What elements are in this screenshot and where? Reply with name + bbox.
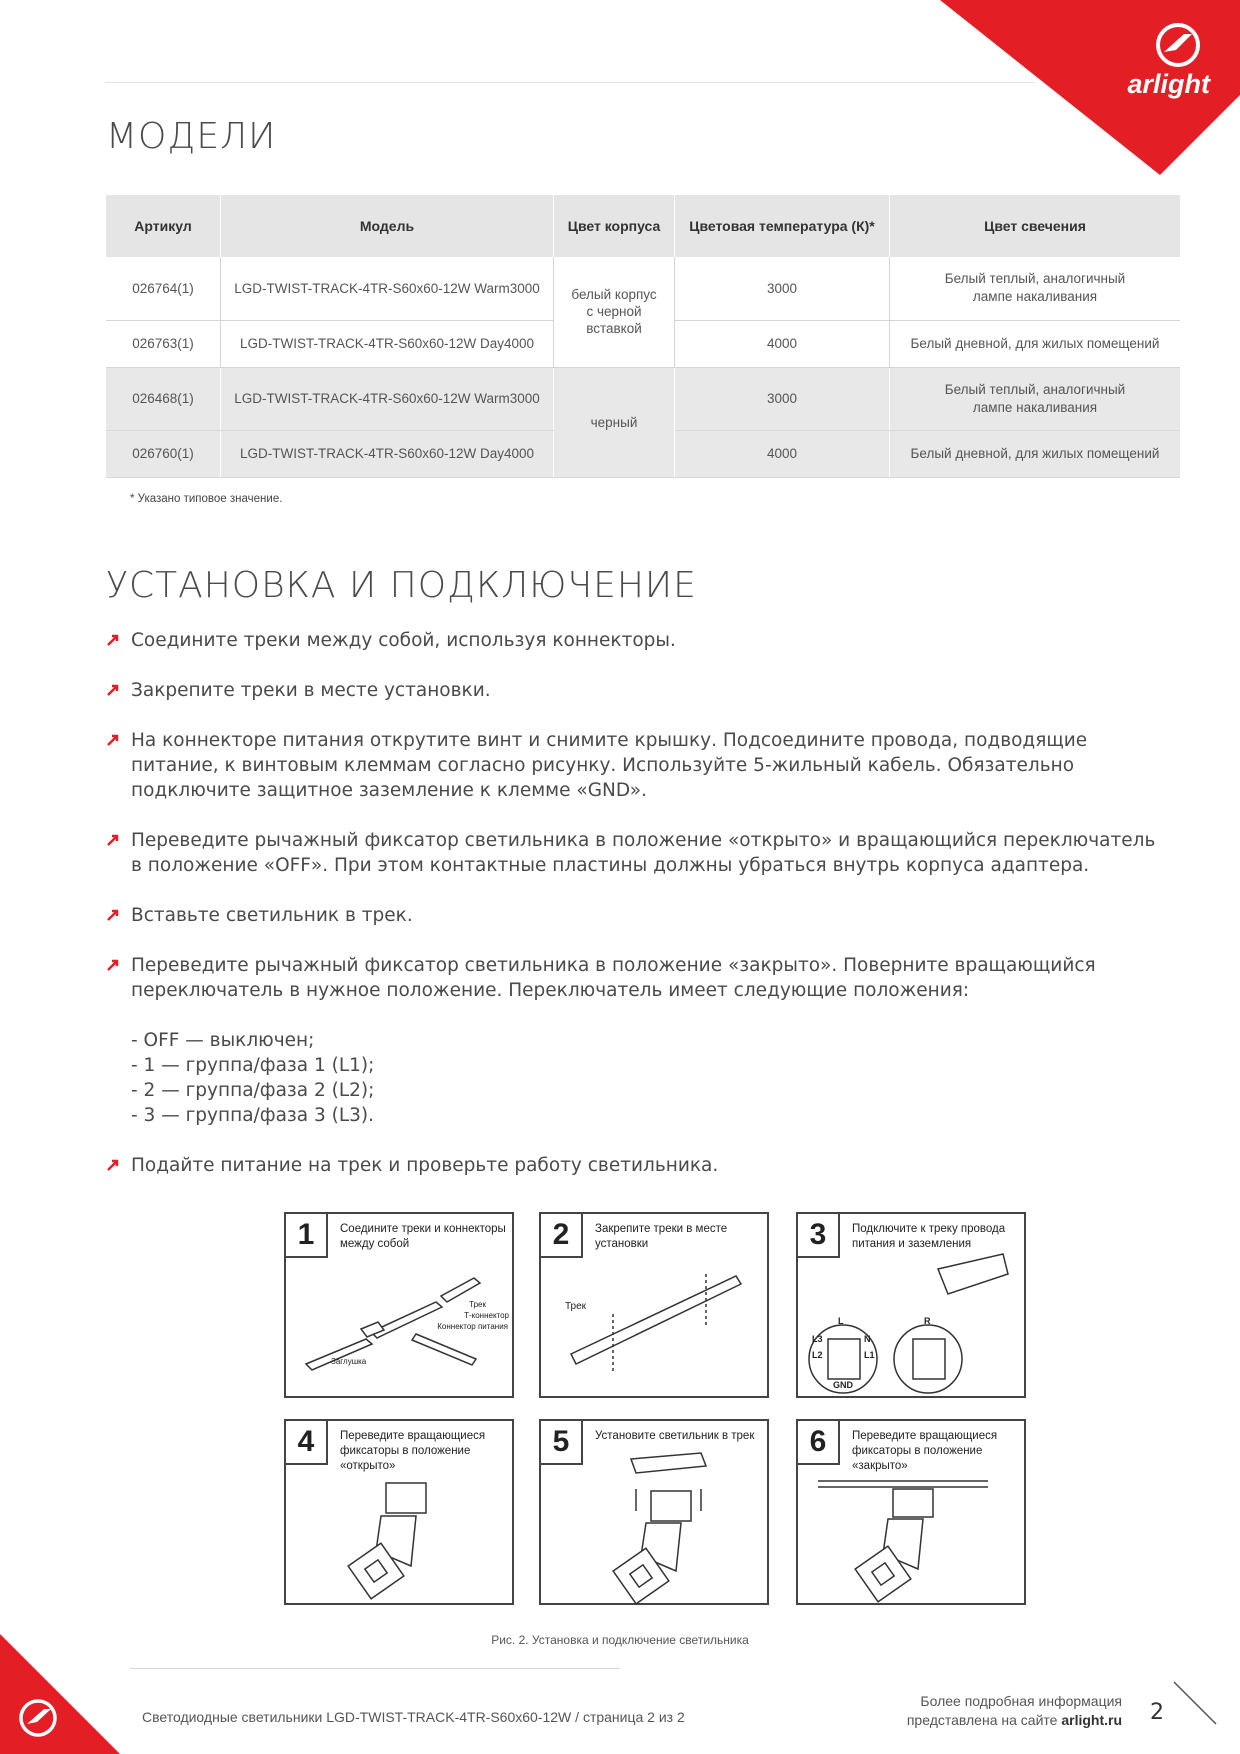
step-item xyxy=(106,628,1166,653)
step-text: На коннекторе питания открутите винт и снимите крышку. Подсоедините провода, подводящие питание, к винтовым клеммам согласно рисунку. Используйте 5-жильный кабель. Обязательно подключите защитное заземление к клемме «GND». xyxy=(131,730,1088,801)
top-rule xyxy=(105,82,1035,83)
label-track: Трек xyxy=(565,1301,587,1312)
step-item xyxy=(106,828,1166,878)
arrow-bullet-icon xyxy=(106,1158,120,1172)
panel-caption: Переведите вращающиеся фиксаторы в положение «закрыто» xyxy=(852,1430,998,1472)
label-n: N xyxy=(864,1334,871,1344)
step-item xyxy=(106,903,1166,928)
step-number: 2 xyxy=(541,1214,583,1258)
page-number: 2 xyxy=(1150,1700,1164,1725)
step-text: Закрепите треки в месте установки. xyxy=(131,680,491,701)
label-power-connector: Коннектор питания xyxy=(437,1322,508,1331)
step-text: Вставьте светильник в трек. xyxy=(131,905,413,926)
position-item: - 2 — группа/фаза 2 (L2); xyxy=(131,1080,375,1101)
brand-logo: arlight xyxy=(1127,69,1210,99)
footer-rule xyxy=(130,1668,620,1669)
models-title: МОДЕЛИ xyxy=(106,116,277,157)
footer-site-link[interactable]: arlight.ru xyxy=(1061,1712,1122,1728)
figure-panel-2 xyxy=(539,1212,769,1398)
cell-article: 026763(1) xyxy=(106,320,221,367)
panel-caption: Установите светильник в трек xyxy=(595,1430,755,1442)
col-body-color: Цвет корпуса xyxy=(554,195,675,257)
figure-panel-3 xyxy=(796,1212,1026,1398)
table-row xyxy=(106,367,1180,430)
footer-doc-title: Светодиодные светильники LGD-TWIST-TRACK-4TR-S60x60-12W / страница 2 из 2 xyxy=(142,1709,685,1725)
step-number: 6 xyxy=(798,1421,840,1465)
cell-body-color: белый корпус с черной вставкой xyxy=(554,257,675,367)
table-row xyxy=(106,257,1180,320)
cell-temp: 4000 xyxy=(675,430,890,477)
footer-more-info-line2 xyxy=(907,1711,1122,1730)
figure-caption: Рис. 2. Установка и подключение светильника xyxy=(491,1633,749,1647)
label-gnd: GND xyxy=(833,1380,853,1390)
step-item xyxy=(106,678,1166,703)
brand-corner-bottom xyxy=(0,1614,120,1754)
models-table xyxy=(106,195,1180,478)
page-slash-decoration xyxy=(1172,1680,1218,1726)
install-steps xyxy=(106,628,1166,1178)
arrow-bullet-icon xyxy=(106,908,120,922)
arrow-bullet-icon xyxy=(106,683,120,697)
label-l1: L1 xyxy=(864,1350,875,1360)
cell-article: 026760(1) xyxy=(106,430,221,477)
col-glow-color: Цвет свечения xyxy=(890,195,1181,257)
cell-temp: 3000 xyxy=(675,257,890,320)
col-color-temp: Цветовая температура (К)* xyxy=(675,195,890,257)
label-l3: L3 xyxy=(812,1334,823,1344)
label-end-cap: Заглушка xyxy=(331,1357,367,1366)
position-item: - OFF — выключен; xyxy=(131,1030,315,1051)
label-left-side: L xyxy=(838,1316,844,1326)
panel-caption: Соедините треки и коннекторы между собой xyxy=(340,1223,506,1250)
position-item: - 1 — группа/фаза 1 (L1); xyxy=(131,1055,375,1076)
panel-caption: Переведите вращающиеся фиксаторы в положение «открыто» xyxy=(340,1430,486,1472)
table-footnote: * Указано типовое значение. xyxy=(130,493,283,505)
cell-model: LGD-TWIST-TRACK-4TR-S60x60-12W Warm3000 xyxy=(221,257,554,320)
cell-article: 026764(1) xyxy=(106,257,221,320)
label-t-connector: Т-коннектор xyxy=(464,1311,509,1320)
step-number: 5 xyxy=(541,1421,583,1465)
label-l2: L2 xyxy=(812,1350,823,1360)
switch-positions xyxy=(131,1028,1166,1128)
panel-caption: Подключите к треку провода питания и заземления xyxy=(852,1223,1006,1250)
install-title: УСТАНОВКА И ПОДКЛЮЧЕНИЕ xyxy=(106,565,697,606)
position-item: - 3 — группа/фаза 3 (L3). xyxy=(131,1105,375,1126)
step-text: Подайте питание на трек и проверьте работу светильника. xyxy=(131,1155,719,1176)
col-model: Модель xyxy=(221,195,554,257)
footer-more-info xyxy=(907,1692,1122,1730)
cell-temp: 4000 xyxy=(675,320,890,367)
step-text: Переведите рычажный фиксатор светильника в положение «закрыто». Поверните вращающийся переключатель в нужное положение. Переключатель имеет следующие положения: xyxy=(131,955,1096,1001)
cell-glow: Белый теплый, аналогичный лампе накаливания xyxy=(890,367,1181,430)
cell-glow: Белый дневной, для жилых помещений xyxy=(890,430,1181,477)
col-article: Артикул xyxy=(106,195,221,257)
arrow-bullet-icon xyxy=(106,833,120,847)
label-right-side: R xyxy=(924,1316,931,1326)
step-item xyxy=(106,953,1166,1128)
step-number: 3 xyxy=(798,1214,840,1258)
footer-site-prefix: представлена на сайте xyxy=(906,1712,1062,1728)
label-track: Трек xyxy=(469,1300,486,1309)
figure-panel-6 xyxy=(796,1419,1026,1605)
figure-panel-1 xyxy=(284,1212,514,1398)
cell-body-color: черный xyxy=(554,367,675,477)
arrow-bullet-icon xyxy=(106,733,120,747)
step-item xyxy=(106,728,1166,803)
arrow-bullet-icon xyxy=(106,958,120,972)
step-number: 1 xyxy=(286,1214,328,1258)
figure-panel-4 xyxy=(284,1419,514,1605)
cell-glow: Белый дневной, для жилых помещений xyxy=(890,320,1181,367)
panel-caption: Закрепите треки в месте установки xyxy=(595,1223,728,1250)
step-item xyxy=(106,1153,1166,1178)
cell-model: LGD-TWIST-TRACK-4TR-S60x60-12W Day4000 xyxy=(221,430,554,477)
step-number: 4 xyxy=(286,1421,328,1465)
step-text: Соедините треки между собой, используя коннекторы. xyxy=(131,630,676,651)
cell-model: LGD-TWIST-TRACK-4TR-S60x60-12W Day4000 xyxy=(221,320,554,367)
step-text: Переведите рычажный фиксатор светильника в положение «открыто» и вращающийся переключатель в положение «OFF». При этом контактные пластины должны убраться внутрь корпуса адаптера. xyxy=(131,830,1156,876)
cell-temp: 3000 xyxy=(675,367,890,430)
footer-more-info-line1: Более подробная информация xyxy=(920,1693,1122,1709)
cell-article: 026468(1) xyxy=(106,367,221,430)
arrow-bullet-icon xyxy=(106,633,120,647)
figure-panel-5 xyxy=(539,1419,769,1605)
cell-model: LGD-TWIST-TRACK-4TR-S60x60-12W Warm3000 xyxy=(221,367,554,430)
cell-glow: Белый теплый, аналогичный лампе накаливания xyxy=(890,257,1181,320)
